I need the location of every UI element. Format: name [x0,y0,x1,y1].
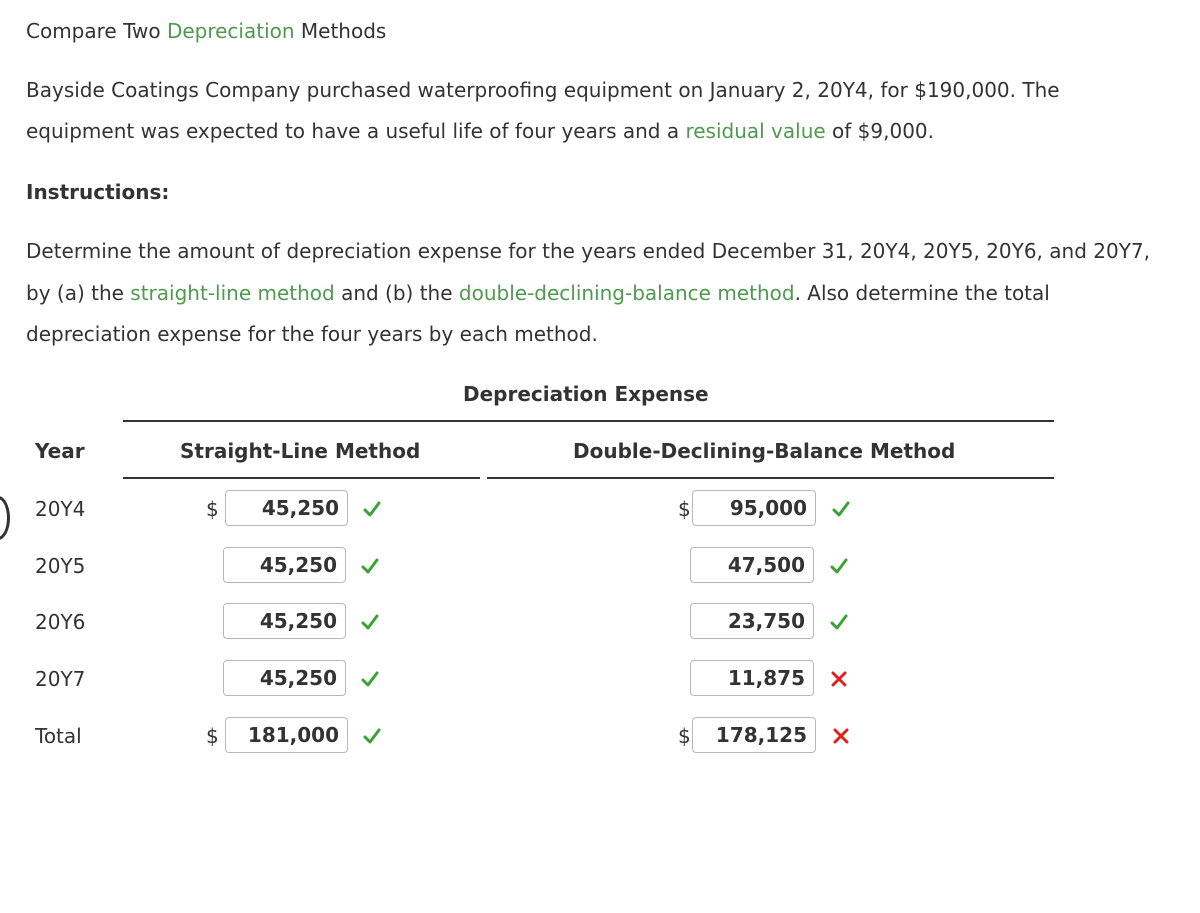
sl-header-rule [123,477,480,479]
ddb-total-input[interactable]: 178,125 [692,717,816,753]
ddb-input[interactable]: 95,000 [692,490,816,526]
intro-line-2: equipment was expected to have a useful life of four years and a residual value of $9,000. [26,119,935,143]
instructions-line-2: by (a) the straight-line method and (b) the double-declining-balance method. Also determine the total [26,281,1050,305]
check-icon [361,613,379,631]
sl-total-input[interactable]: 181,000 [225,717,348,753]
instructions-line-1: Determine the amount of depreciation expense for the years ended December 31, 20Y4, 20Y5, 20Y6, and 20Y7, [26,239,1150,263]
check-icon [830,613,848,631]
sl-input[interactable]: 45,250 [223,660,346,696]
year-label: 20Y5 [35,554,86,578]
page-title [26,18,386,44]
col-header-ddb: Double-Declining-Balance Method [573,439,956,463]
dollar-sign: $ [678,497,691,521]
ddb-input[interactable]: 47,500 [690,547,814,583]
check-icon [361,557,379,575]
check-icon [363,727,381,745]
col-header-straight-line: Straight-Line Method [180,439,421,463]
dollar-sign: $ [206,724,219,748]
heading-rule [123,420,1054,422]
x-icon [830,670,848,688]
dollar-sign: $ [678,724,691,748]
instructions-label: Instructions: [26,180,170,204]
dollar-sign: $ [206,497,219,521]
ddb-input[interactable]: 23,750 [690,603,814,639]
x-icon [832,727,850,745]
double-declining-balance-link[interactable]: double-declining-balance method [458,281,795,305]
intro-line-1: Bayside Coatings Company purchased waterproofing equipment on January 2, 20Y4, for $190,000. The [26,78,1060,102]
depreciation-link[interactable]: Depreciation [166,19,295,43]
check-icon [363,500,381,518]
ddb-header-rule [487,477,1054,479]
residual-value-link[interactable]: residual value [685,119,826,143]
year-label: 20Y4 [35,497,86,521]
title-text-end: Methods [294,19,387,43]
total-label: Total [35,724,82,748]
sl-input[interactable]: 45,250 [223,547,346,583]
check-icon [830,557,848,575]
ddb-input[interactable]: 11,875 [690,660,814,696]
check-icon [361,670,379,688]
instructions-line-3: depreciation expense for the four years by each method. [26,322,598,346]
edge-curve-decoration [0,496,10,540]
title-text: Compare Two [26,19,167,43]
sl-input[interactable]: 45,250 [223,603,346,639]
col-header-year: Year [35,439,85,463]
check-icon [832,500,850,518]
depreciation-expense-heading: Depreciation Expense [463,382,709,406]
straight-line-method-link[interactable]: straight-line method [130,281,335,305]
year-label: 20Y7 [35,667,86,691]
year-label: 20Y6 [35,610,86,634]
sl-input[interactable]: 45,250 [225,490,348,526]
